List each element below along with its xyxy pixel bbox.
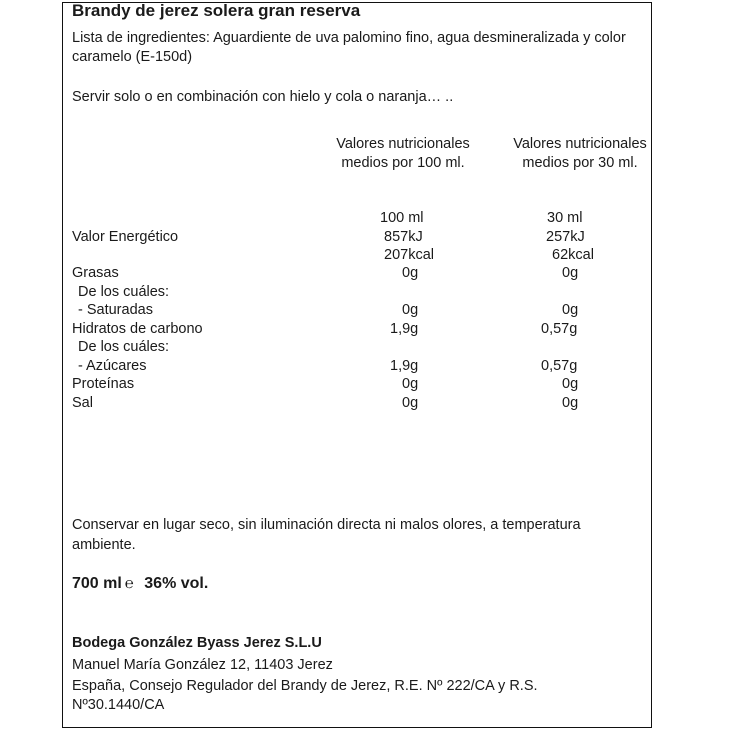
nutrient-label: Grasas bbox=[72, 265, 119, 281]
energy-label: Valor Energético bbox=[72, 229, 179, 245]
nutrient-value-100: 1,9g bbox=[390, 358, 419, 374]
product-title: Brandy de jerez solera gran reserva bbox=[72, 1, 361, 20]
energy-kcal-30: 62kcal bbox=[552, 247, 594, 263]
producer-regulator: España, Consejo Regulador del Brandy de Jerez, R.E. Nº 222/CA y R.S. Nº30.1440/CA bbox=[72, 678, 538, 713]
header-30-line1: Valores nutricionales bbox=[513, 136, 647, 152]
producer-name: Bodega González Byass Jerez S.L.U bbox=[72, 635, 322, 651]
serving-suggestion: Servir solo o en combinación con hielo y cola o naranja… .. bbox=[72, 89, 454, 105]
nutrient-value-30: 0,57g bbox=[541, 358, 578, 374]
nutrient-label: De los cuáles: bbox=[78, 339, 170, 355]
nutrient-label: - Azúcares bbox=[78, 358, 147, 374]
nutrient-label: Hidratos de carbono bbox=[72, 321, 203, 337]
nutrient-label: - Saturadas bbox=[78, 302, 153, 318]
nutrient-value-100: 0g bbox=[402, 265, 419, 281]
volume-line bbox=[72, 575, 208, 593]
energy-kj-100: 857kJ bbox=[384, 229, 423, 245]
estimated-sign-icon: ℮ bbox=[124, 575, 134, 592]
unit-30: 30 ml bbox=[547, 210, 583, 226]
nutrient-value-100: 1,9g bbox=[390, 321, 419, 337]
energy-kcal-100: 207kcal bbox=[384, 247, 434, 263]
volume-value: 700 ml bbox=[72, 575, 122, 592]
energy-kj-30: 257kJ bbox=[546, 229, 585, 245]
nutrient-value-100: 0g bbox=[402, 376, 419, 392]
producer-address: Manuel María González 12, 11403 Jerez bbox=[72, 657, 333, 673]
header-100-line1: Valores nutricionales bbox=[336, 136, 470, 152]
nutrient-label: Proteínas bbox=[72, 376, 135, 392]
nutrient-value-30: 0g bbox=[562, 265, 579, 281]
nutrient-value-30: 0,57g bbox=[541, 321, 578, 337]
nutrient-value-30: 0g bbox=[562, 376, 579, 392]
unit-100: 100 ml bbox=[380, 210, 424, 226]
nutrient-value-100: 0g bbox=[402, 395, 419, 411]
nutrient-value-100: 0g bbox=[402, 302, 419, 318]
storage-instructions: Conservar en lugar seco, sin iluminación directa ni malos olores, a temperatura ambiente. bbox=[72, 517, 581, 553]
nutrient-value-30: 0g bbox=[562, 395, 579, 411]
ingredients-text: Lista de ingredientes: Aguardiente de uva palomino fino, agua desmineralizada y color caramelo (E-150d) bbox=[72, 30, 626, 65]
nutrient-value-30: 0g bbox=[562, 302, 579, 318]
nutrient-label: Sal bbox=[72, 395, 93, 411]
abv-value: 36% vol. bbox=[144, 575, 209, 592]
header-30-line2: medios por 30 ml. bbox=[522, 155, 638, 171]
nutrient-label: De los cuáles: bbox=[78, 284, 170, 300]
header-100-line2: medios por 100 ml. bbox=[341, 155, 465, 171]
